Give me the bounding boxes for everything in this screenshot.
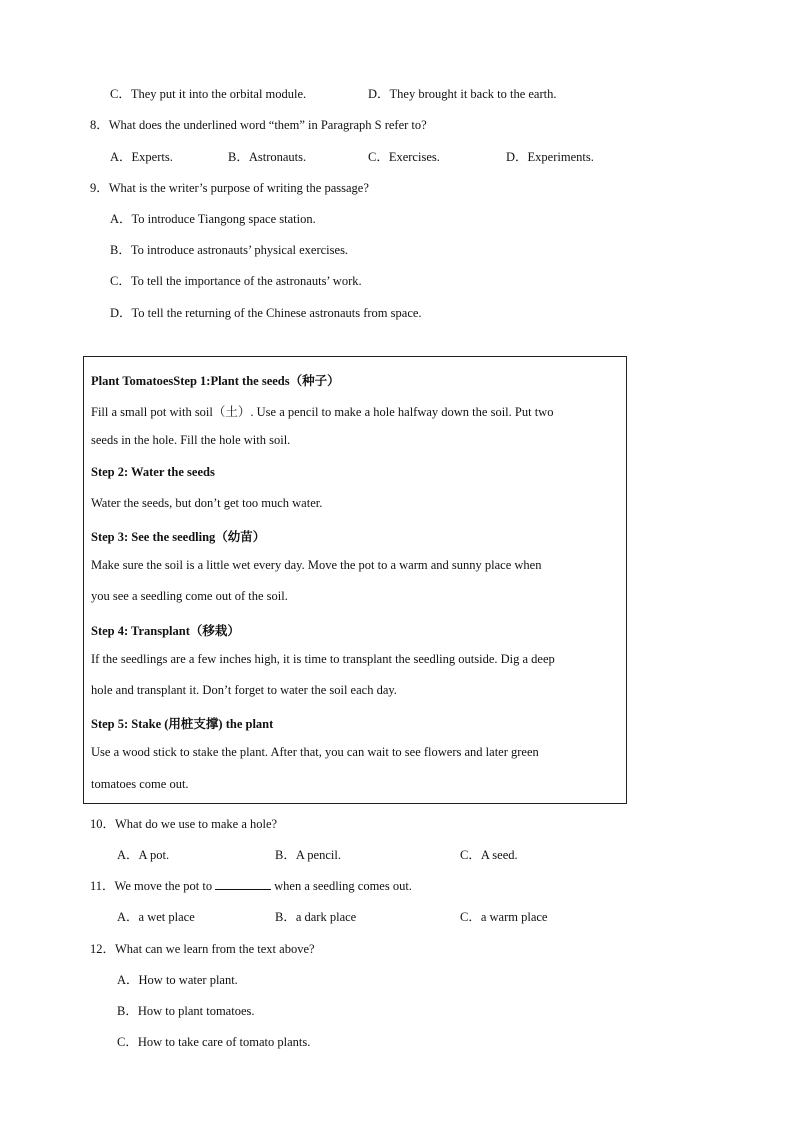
q11-option-b: B．a dark place <box>275 910 357 924</box>
q9-option-b: B．To introduce astronauts’ physical exercises. <box>110 243 349 257</box>
q7-option-c: C．They put it into the orbital module. <box>110 87 307 101</box>
q8-option-b: B．Astronauts. <box>228 150 307 164</box>
step5-line1: Use a wood stick to stake the plant. After that, you can wait to see flowers and later green <box>91 745 539 759</box>
q8-option-a: A．Experts. <box>110 150 173 164</box>
passage-heading: Plant TomatoesStep 1:Plant the seeds（种子） <box>91 374 340 388</box>
q11-stem <box>90 876 412 894</box>
q9-option-a: A．To introduce Tiangong space station. <box>110 212 316 226</box>
q9-option-d: D．To tell the returning of the Chinese astronauts from space. <box>110 306 422 320</box>
step2-title: Step 2: Water the seeds <box>91 465 215 479</box>
step4-line1: If the seedlings are a few inches high, it is time to transplant the seedling outside. Dig a deep <box>91 652 555 666</box>
step3-line2: you see a seedling come out of the soil. <box>91 589 288 603</box>
step4-title: Step 4: Transplant（移栽） <box>91 624 240 638</box>
q9-option-c: C．To tell the importance of the astronauts’ work. <box>110 274 362 288</box>
step3-line1: Make sure the soil is a little wet every day. Move the pot to a warm and sunny place when <box>91 558 542 572</box>
q10-option-c: C．A seed. <box>460 848 518 862</box>
q12-option-b: B．How to plant tomatoes. <box>117 1004 255 1018</box>
passage-box <box>83 356 627 804</box>
q8-option-d: D．Experiments. <box>506 150 594 164</box>
step4-line2: hole and transplant it. Don’t forget to water the soil each day. <box>91 683 397 697</box>
q11-answer-blank <box>215 878 271 890</box>
step5-line2: tomatoes come out. <box>91 777 189 791</box>
q8-option-c: C．Exercises. <box>368 150 440 164</box>
q10-stem: 10．What do we use to make a hole? <box>90 817 278 831</box>
q12-stem: 12．What can we learn from the text above? <box>90 942 315 956</box>
q10-option-a: A．A pot. <box>117 848 170 862</box>
q10-option-b: B．A pencil. <box>275 848 341 862</box>
step1-line1: Fill a small pot with soil（土）. Use a pencil to make a hole halfway down the soil. Put two <box>91 405 554 419</box>
q11-option-a: A．a wet place <box>117 910 195 924</box>
step5-title: Step 5: Stake (用桩支撑) the plant <box>91 717 274 731</box>
q12-option-a: A．How to water plant. <box>117 973 238 987</box>
q11-stem-after: when a seedling comes out. <box>274 879 412 893</box>
step3-title: Step 3: See the seedling（幼苗） <box>91 530 266 544</box>
q11-stem-before: 11．We move the pot to <box>90 879 213 893</box>
step2-text: Water the seeds, but don’t get too much water. <box>91 496 323 510</box>
q9-stem: 9．What is the writer’s purpose of writing the passage? <box>90 181 369 195</box>
q7-option-d: D．They brought it back to the earth. <box>368 87 557 101</box>
step1-line2: seeds in the hole. Fill the hole with soil. <box>91 433 291 447</box>
q11-option-c: C．a warm place <box>460 910 548 924</box>
q12-option-c: C．How to take care of tomato plants. <box>117 1035 311 1049</box>
q8-stem: 8．What does the underlined word “them” in Paragraph S refer to? <box>90 118 427 132</box>
